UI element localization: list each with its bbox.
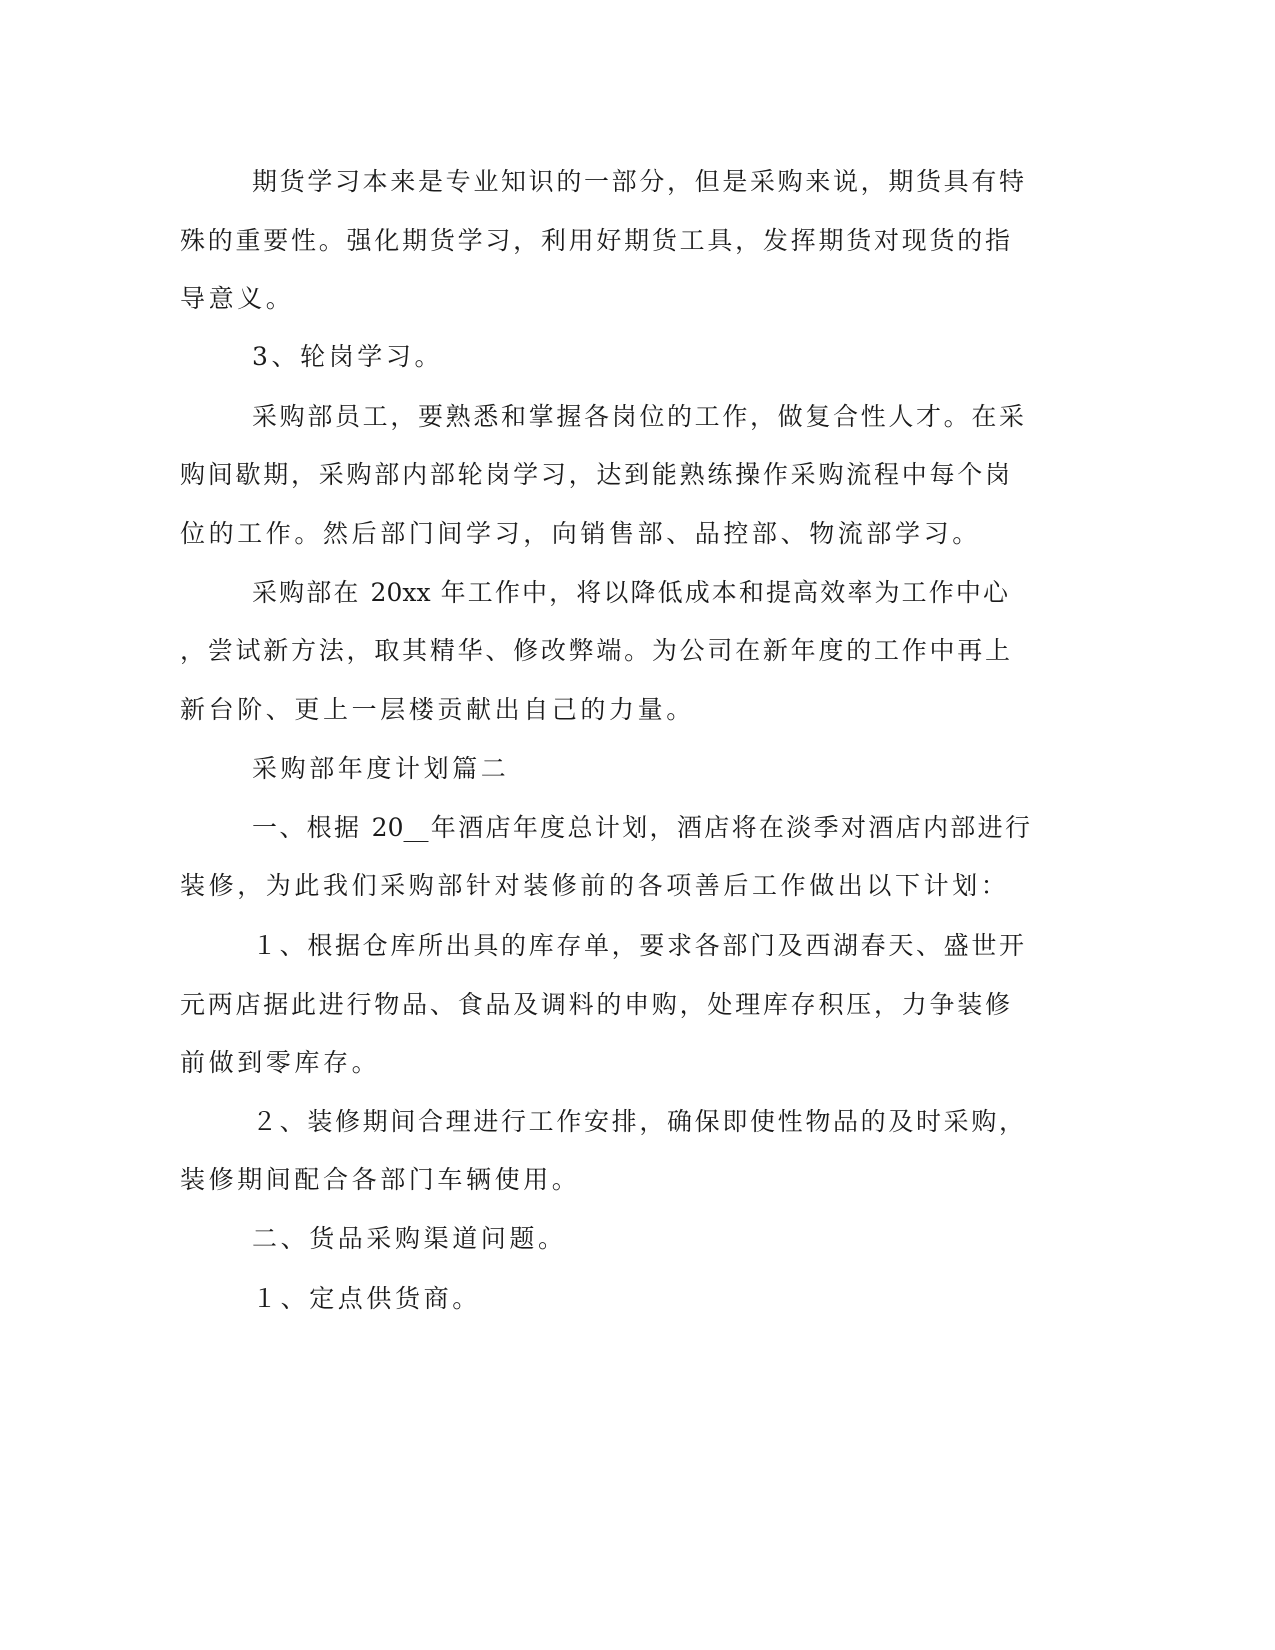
section-heading: 二、货品采购渠道问题。 xyxy=(252,1224,567,1253)
section-heading: 3、轮岗学习。 xyxy=(252,342,444,371)
text-line: 购间歇期，采购部内部轮岗学习，达到能熟练操作采购流程中每个岗 xyxy=(180,460,1010,489)
section-title: 采购部年度计划篇二 xyxy=(252,754,510,783)
text-line: ，尝试新方法，取其精华、修改弊端。为公司在新年度的工作中再上 xyxy=(180,636,1010,665)
text-line: 一、根据 20__年酒店年度总计划，酒店将在淡季对酒店内部进行 xyxy=(252,813,1030,842)
text-line: 装修期间配合各部门车辆使用。 xyxy=(180,1165,581,1194)
text-line: 期货学习本来是专业知识的一部分，但是采购来说，期货具有特 xyxy=(252,167,1024,196)
text-line: ２、装修期间合理进行工作安排，确保即使性物品的及时采购， xyxy=(252,1107,1024,1136)
text-line: 元两店据此进行物品、食品及调料的申购，处理库存积压，力争装修 xyxy=(180,990,1010,1019)
text-line: 位的工作。然后部门间学习，向销售部、品控部、物流部学习。 xyxy=(180,519,981,548)
text-line: 装修，为此我们采购部针对装修前的各项善后工作做出以下计划： xyxy=(180,871,1010,900)
text-line: 殊的重要性。强化期货学习，利用好期货工具，发挥期货对现货的指 xyxy=(180,226,1010,255)
text-line: 采购部在 20xx 年工作中，将以降低成本和提高效率为工作中心 xyxy=(252,578,1008,607)
text-line: 前做到零库存。 xyxy=(180,1048,381,1077)
text-line: 采购部员工，要熟悉和掌握各岗位的工作，做复合性人才。在采 xyxy=(252,402,1024,431)
text-line: 导意义。 xyxy=(180,284,295,313)
text-line: １、定点供货商。 xyxy=(252,1284,481,1313)
text-line: １、根据仓库所出具的库存单，要求各部门及西湖春天、盛世开 xyxy=(252,931,1024,960)
text-line: 新台阶、更上一层楼贡献出自己的力量。 xyxy=(180,695,695,724)
